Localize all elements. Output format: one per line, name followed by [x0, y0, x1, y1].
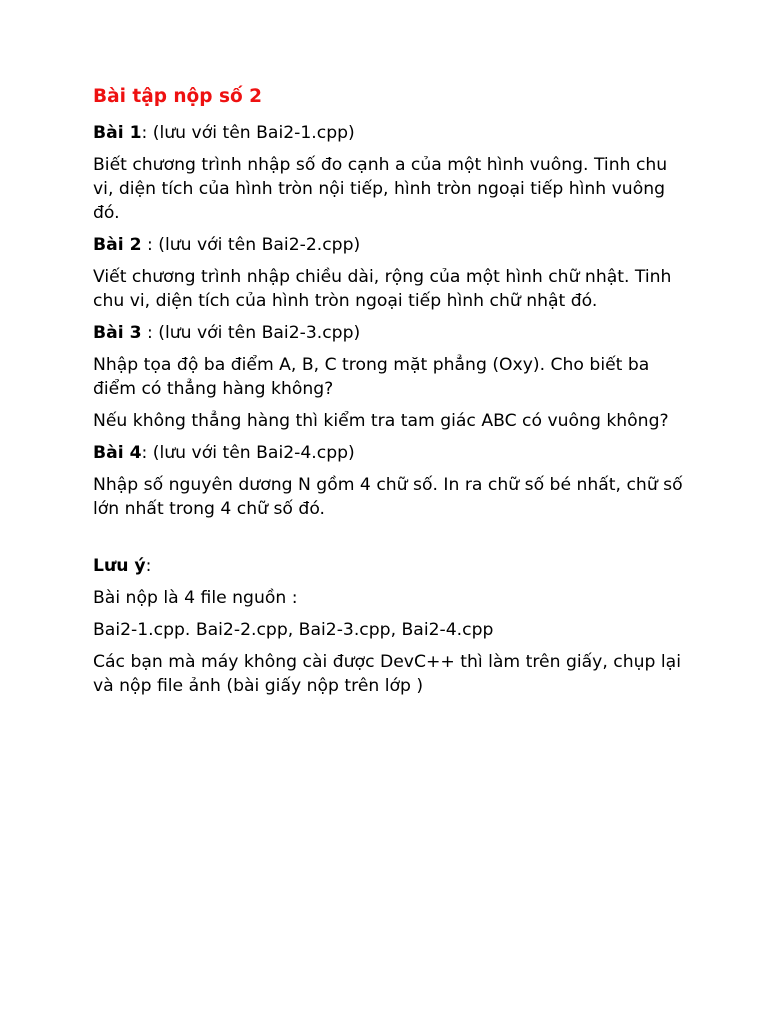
exercise-1-heading: [93, 121, 693, 145]
exercise-3-label: Bài 3: [93, 323, 142, 343]
exercise-4-text: Nhập số nguyên dương N gồm 4 chữ số. In ra chữ số bé nhất, chữ số lớn nhất trong 4 chữ số đó.: [93, 475, 683, 519]
exercise-1-text: Biết chương trình nhập số đo cạnh a của một hình vuông. Tinh chu vi, diện tích của hình tròn nội tiếp, hình tròn ngoại tiếp hình vuông đó.: [93, 155, 668, 223]
exercise-1-suffix: : (lưu với tên Bai2-1.cpp): [141, 123, 355, 143]
exercise-4-label: Bài 4: [93, 443, 142, 463]
exercise-2-heading: [93, 233, 693, 257]
exercise-1-label: Bài 1: [93, 123, 142, 143]
note-line-2: Bai2-1.cpp. Bai2-2.cpp, Bai2-3.cpp, Bai2-4.cpp: [93, 620, 494, 640]
exercise-3-suffix: : (lưu với tên Bai2-3.cpp): [141, 323, 361, 343]
note-line-1: Bài nộp là 4 file nguồn :: [93, 588, 298, 608]
page-title: Bài tập nộp số 2: [93, 86, 262, 107]
exercise-2-text: Viết chương trình nhập chiều dài, rộng của một hình chữ nhật. Tinh chu vi, diện tích của hình tròn ngoại tiếp hình chữ nhật đó.: [93, 267, 672, 311]
exercise-2-suffix: : (lưu với tên Bai2-2.cpp): [141, 235, 361, 255]
exercise-3-text-2: Nếu không thẳng hàng thì kiểm tra tam giác ABC có vuông không?: [93, 411, 669, 431]
exercise-4-suffix: : (lưu với tên Bai2-4.cpp): [141, 443, 355, 463]
exercise-2-label: Bài 2: [93, 235, 142, 255]
exercise-4-heading: [93, 441, 693, 465]
note-label: Lưu ý: [93, 556, 146, 576]
blank-line: [93, 529, 693, 554]
exercise-3-heading: [93, 321, 693, 345]
note-suffix: :: [145, 556, 152, 576]
document-content: [93, 84, 693, 706]
note-heading: [93, 554, 693, 578]
note-line-3: Các bạn mà máy không cài được DevC++ thì làm trên giấy, chụp lại và nộp file ảnh (bài giấy nộp trên lớp ): [93, 652, 681, 696]
exercise-3-text: Nhập tọa độ ba điểm A, B, C trong mặt phẳng (Oxy). Cho biết ba điểm có thẳng hàng không?: [93, 355, 650, 399]
